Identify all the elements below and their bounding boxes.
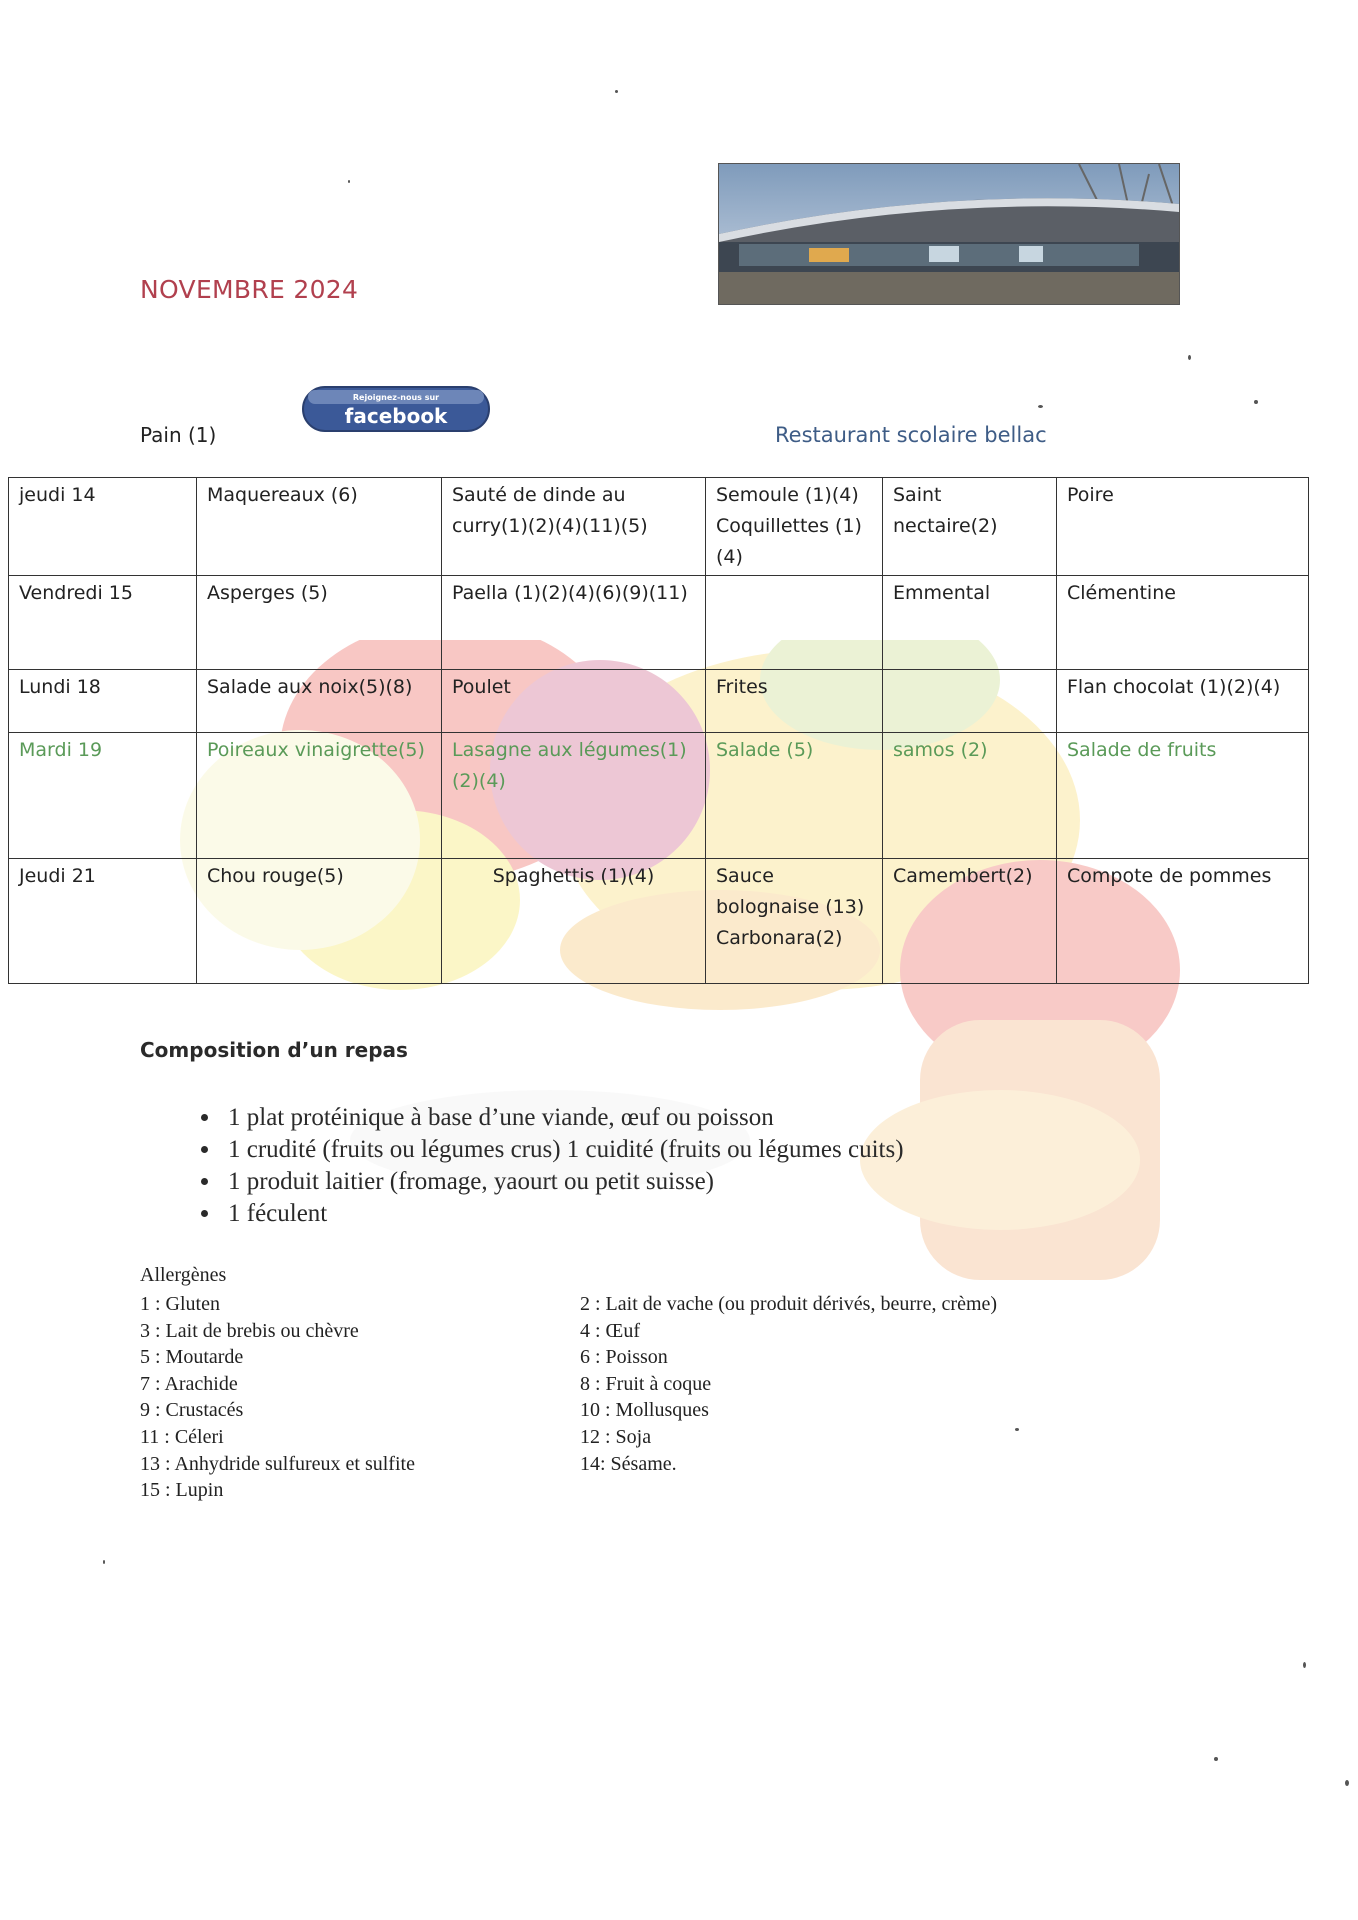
dairy-cell: Camembert(2)	[883, 859, 1057, 984]
side-cell	[706, 576, 883, 670]
allergen-item: 2 : Lait de vache (ou produit dérivés, beurre, crème)	[580, 1293, 998, 1315]
list-item: • 1 crudité (fruits ou légumes crus) 1 cuidité (fruits ou légumes cuits)	[222, 1134, 1122, 1166]
scan-speck	[348, 180, 350, 183]
starter-cell: Maquereaux (6)	[197, 478, 442, 576]
facebook-tagline: Rejoignez-nous sur	[352, 393, 440, 402]
starter-cell: Poireaux vinaigrette(5)	[197, 733, 442, 859]
main-dish-cell: Paella (1)(2)(4)(6)(9)(11)	[442, 576, 706, 670]
main-dish-cell: Lasagne aux légumes(1)(2)(4)	[442, 733, 706, 859]
allergen-item: 8 : Fruit à coque	[580, 1372, 712, 1395]
day-cell: Mardi 19	[9, 733, 197, 859]
allergen-item: 12 : Soja	[580, 1425, 652, 1448]
side-cell: Sauce bolognaise (13) Carbonara(2)	[706, 859, 883, 984]
facebook-word: facebook	[344, 404, 448, 428]
table-row	[9, 733, 1309, 859]
allergen-item: 6 : Poisson	[580, 1346, 668, 1369]
day-cell: Vendredi 15	[9, 576, 197, 670]
day-cell: Jeudi 21	[9, 859, 197, 984]
main-dish-cell: Sauté de dinde au curry(1)(2)(4)(11)(5)	[442, 478, 706, 576]
menu-table	[8, 477, 1309, 984]
allergen-list-right	[580, 1291, 997, 1477]
scan-speck	[1303, 1662, 1306, 1668]
dessert-cell: Flan chocolat (1)(2)(4)	[1057, 670, 1309, 733]
dessert-cell: Compote de pommes	[1057, 859, 1309, 984]
starter-cell: Asperges (5)	[197, 576, 442, 670]
scan-speck	[1015, 1428, 1019, 1431]
facebook-logo[interactable]	[302, 386, 490, 432]
starter-cell: Salade aux noix(5)(8)	[197, 670, 442, 733]
page-title: NOVEMBRE 2024	[140, 275, 359, 304]
allergen-list-left	[140, 1291, 415, 1504]
side-cell: Salade (5)	[706, 733, 883, 859]
school-name: Restaurant scolaire bellac	[775, 423, 1047, 447]
building-photo	[718, 163, 1180, 305]
table-row	[9, 576, 1309, 670]
side-cell: Semoule (1)(4) Coquillettes (1)(4)	[706, 478, 883, 576]
dessert-cell: Salade de fruits	[1057, 733, 1309, 859]
bread-note: Pain (1)	[140, 423, 217, 447]
day-cell: jeudi 14	[9, 478, 197, 576]
allergen-item: 14: Sésame.	[580, 1452, 677, 1475]
dairy-cell: Saint nectaire(2)	[883, 478, 1057, 576]
allergen-title: Allergènes	[140, 1264, 227, 1286]
table-row	[9, 859, 1309, 984]
dessert-cell: Clémentine	[1057, 576, 1309, 670]
allergen-item: 11 : Céleri	[140, 1425, 224, 1448]
scan-speck	[103, 1560, 105, 1564]
allergen-item: 5 : Moutarde	[140, 1346, 244, 1369]
scan-speck	[1345, 1780, 1349, 1786]
allergen-item: 1 : Gluten	[140, 1293, 220, 1315]
dairy-cell: samos (2)	[883, 733, 1057, 859]
main-dish-cell: Spaghettis (1)(4)	[442, 859, 706, 984]
allergen-item: 9 : Crustacés	[140, 1399, 244, 1422]
allergen-item: 4 : Œuf	[580, 1319, 640, 1342]
list-item: • 1 produit laitier (fromage, yaourt ou petit suisse)	[222, 1166, 1122, 1198]
scan-speck	[615, 90, 618, 93]
table-row	[9, 478, 1309, 576]
composition-list	[180, 1102, 1122, 1230]
allergen-item: 3 : Lait de brebis ou chèvre	[140, 1319, 359, 1342]
dairy-cell: Emmental	[883, 576, 1057, 670]
dairy-cell	[883, 670, 1057, 733]
allergen-item: 10 : Mollusques	[580, 1399, 709, 1422]
scan-speck	[1254, 400, 1258, 404]
allergen-item: 13 : Anhydride sulfureux et sulfite	[140, 1452, 415, 1475]
main-dish-cell: Poulet	[442, 670, 706, 733]
scan-speck	[1188, 355, 1191, 360]
allergen-item: 7 : Arachide	[140, 1372, 238, 1395]
starter-cell: Chou rouge(5)	[197, 859, 442, 984]
list-item: • 1 plat protéinique à base d’une viande, œuf ou poisson	[222, 1102, 1122, 1134]
scan-speck	[1038, 405, 1043, 408]
list-item: • 1 féculent	[222, 1198, 1122, 1230]
day-cell: Lundi 18	[9, 670, 197, 733]
table-row	[9, 670, 1309, 733]
dessert-cell: Poire	[1057, 478, 1309, 576]
composition-title: Composition d’un repas	[140, 1038, 408, 1062]
allergen-item: 15 : Lupin	[140, 1479, 224, 1502]
scan-speck	[1214, 1757, 1218, 1761]
side-cell: Frites	[706, 670, 883, 733]
